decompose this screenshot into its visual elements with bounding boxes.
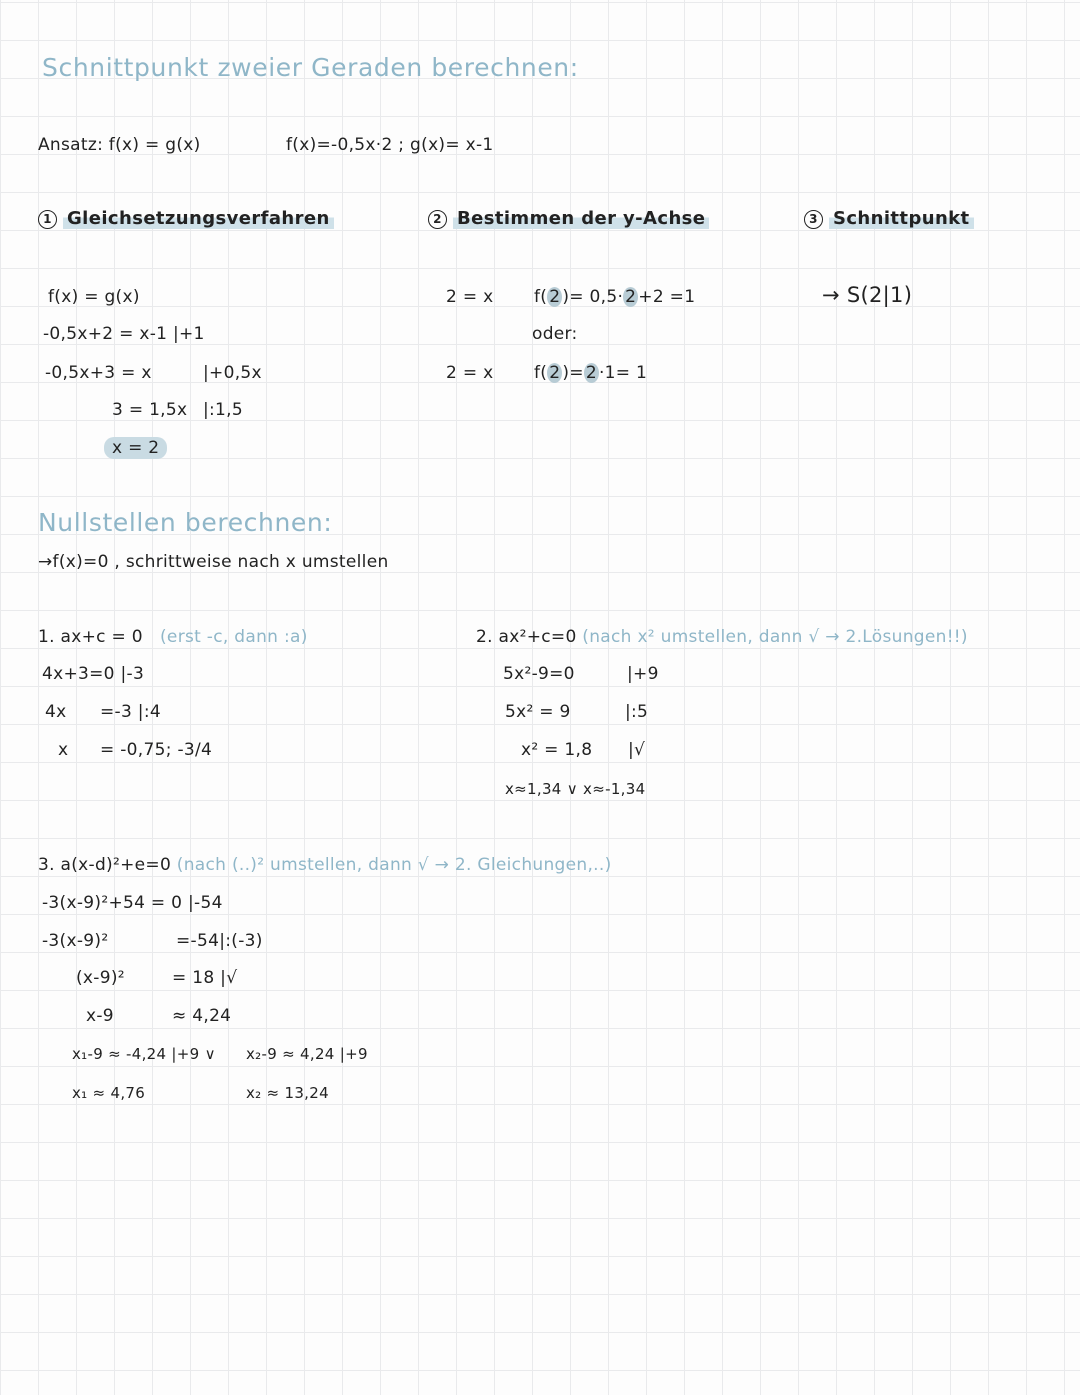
case1-equation: 1. ax+c = 0 [38, 627, 143, 647]
case3-line-1: -3(x-9)²+54 = 0 |-54 [42, 893, 223, 913]
ansatz-line: Ansatz: f(x) = g(x) [38, 135, 201, 155]
case1-line-1: 4x+3=0 |-3 [42, 664, 145, 684]
step2-line-2-value: 2 [549, 363, 561, 383]
case1-line-2: 4x [45, 702, 67, 722]
number-circle-icon: 2 [428, 210, 447, 229]
case3-result-x1: x₁ ≈ 4,76 [72, 1084, 146, 1102]
case2-line-3-op: |√ [628, 740, 646, 760]
step1-line-4-op: |:1,5 [203, 400, 243, 420]
step1-result [104, 440, 167, 457]
step1-result-highlight: x = 2 [104, 437, 167, 459]
case2-result: x≈1,34 ∨ x≈-1,34 [505, 780, 646, 798]
case2-line-2: 5x² = 9 [505, 702, 571, 722]
case2-line-1-op: |+9 [627, 664, 659, 684]
step2-line-1-prefix: f( [534, 287, 548, 307]
case1-line-3-right: = -0,75; -3/4 [100, 740, 213, 760]
case2-line-3: x² = 1,8 [521, 740, 593, 760]
step2-line-1-suffix: +2 =1 [638, 287, 696, 307]
step3-title: Schnittpunkt [829, 208, 974, 229]
step1-line-4: 3 = 1,5x [112, 400, 188, 420]
case2-hint: (nach x² umstellen, dann √ → 2.Lösungen!!) [582, 627, 968, 647]
step1-title: Gleichsetzungsverfahren [63, 208, 334, 229]
case1-line-3: x [58, 740, 69, 760]
case3-line-5a: x₁-9 ≈ -4,24 |+9 ∨ [72, 1045, 216, 1063]
step2-oder: oder: [532, 324, 578, 344]
case1-heading [38, 629, 308, 646]
step2-line-2-suffix: ·1= 1 [598, 363, 648, 383]
step1-line-1: f(x) = g(x) [48, 287, 140, 307]
case2-equation: 2. ax²+c=0 [476, 627, 577, 647]
function-definitions: f(x)=-0,5x·2 ; g(x)= x-1 [286, 135, 494, 155]
step2-line-1-value-2: 2 [625, 287, 637, 307]
case3-line-4: x-9 [86, 1006, 114, 1026]
step3-heading [804, 210, 974, 229]
step2-line-2-value-2: 2 [585, 363, 597, 383]
step1-line-3-op: |+0,5x [203, 363, 262, 383]
step2-title: Bestimmen der y-Achse [453, 208, 709, 229]
case3-line-2-right: =-54|:(-3) [176, 931, 263, 951]
step2-left-2: 2 = x [446, 363, 494, 383]
step1-line-3: -0,5x+3 = x [45, 363, 152, 383]
case1-hint: (erst -c, dann :a) [160, 627, 308, 647]
step2-line-1-value: 2 [549, 287, 561, 307]
case3-line-2: -3(x-9)² [42, 931, 109, 951]
step2-heading [428, 210, 709, 229]
case3-heading [38, 857, 612, 874]
case3-line-3-right: = 18 |√ [172, 968, 238, 988]
step2-line-1-mid: )= 0,5· [562, 287, 624, 307]
step3-result: → S(2|1) [822, 283, 913, 307]
number-circle-icon: 1 [38, 210, 57, 229]
case3-line-5b: x₂-9 ≈ 4,24 |+9 [246, 1045, 368, 1063]
section-title-intersection: Schnittpunkt zweier Geraden berechnen: [42, 53, 579, 82]
step2-left-1: 2 = x [446, 287, 494, 307]
number-circle-icon: 3 [804, 210, 823, 229]
roots-subtitle: →f(x)=0 , schrittweise nach x umstellen [38, 552, 389, 572]
step1-line-2: -0,5x+2 = x-1 |+1 [43, 324, 205, 344]
case2-line-2-op: |:5 [625, 702, 649, 722]
step2-line-2-mid: )= [562, 363, 584, 383]
case3-line-3: (x-9)² [76, 968, 125, 988]
case3-equation: 3. a(x-d)²+e=0 [38, 855, 172, 875]
step2-line-2 [534, 365, 647, 382]
case2-heading [476, 629, 968, 646]
case3-hint: (nach (..)² umstellen, dann √ → 2. Gleichungen,..) [176, 855, 612, 875]
case2-line-1: 5x²-9=0 [503, 664, 575, 684]
step2-line-2-prefix: f( [534, 363, 548, 383]
step2-line-1 [534, 289, 695, 306]
section-title-roots: Nullstellen berechnen: [38, 508, 333, 537]
step1-heading [38, 210, 334, 229]
case3-line-4-right: ≈ 4,24 [172, 1006, 232, 1026]
case1-line-2-right: =-3 |:4 [100, 702, 161, 722]
case3-result-x2: x₂ ≈ 13,24 [246, 1084, 329, 1102]
